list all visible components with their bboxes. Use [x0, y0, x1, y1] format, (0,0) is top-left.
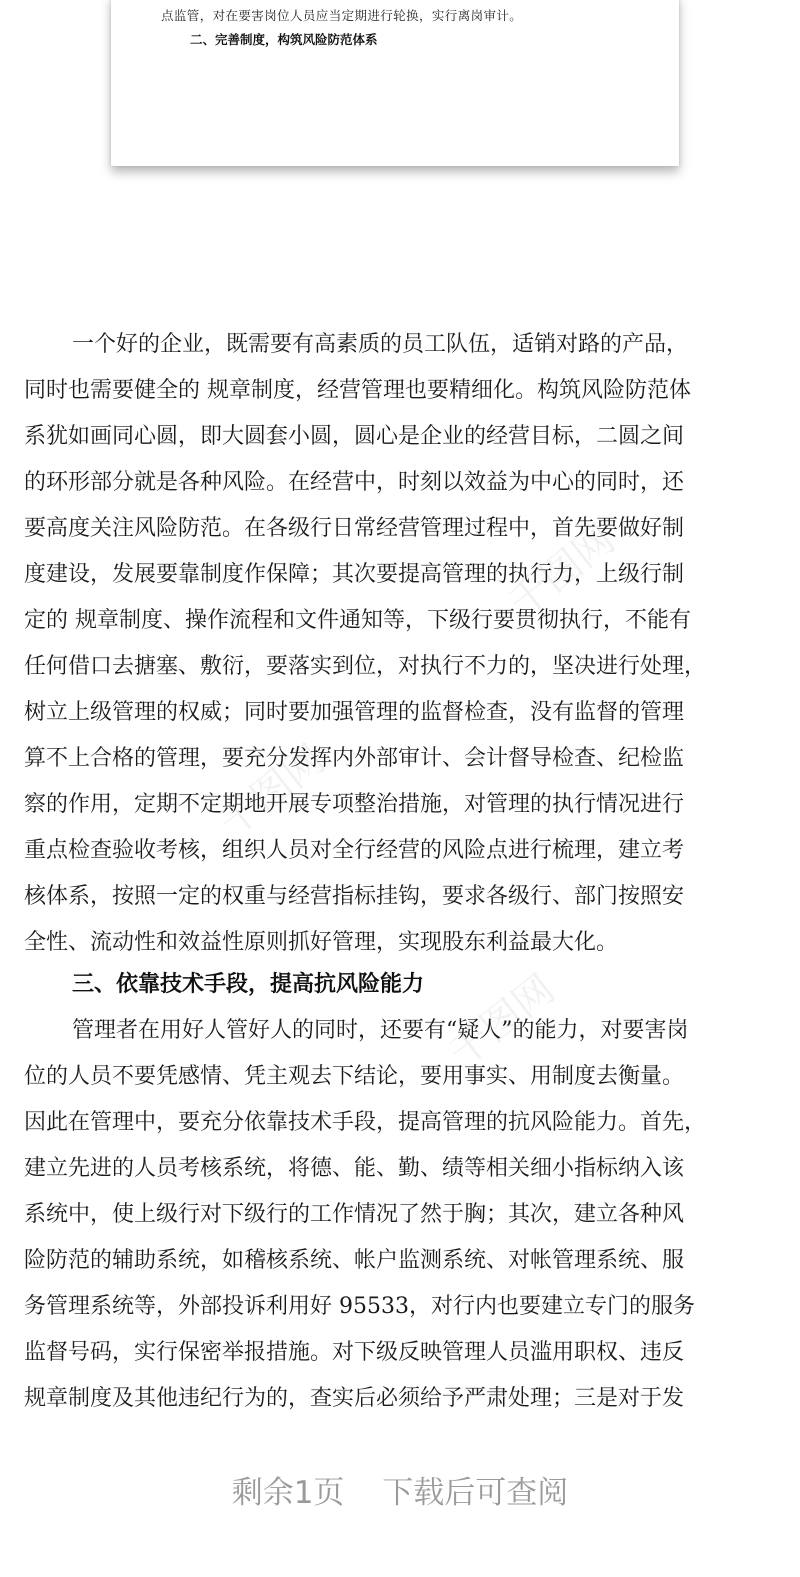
preview-text-line: 点监管，对在要害岗位人员应当定期进行轮换，实行离岗审计。: [161, 8, 523, 23]
watermark: 千图网: [210, 736, 334, 847]
text-line: 建立先进的人员考核系统，将德、能、勤、绩等相关细小指标纳入该: [24, 1156, 685, 1181]
text-line: 险防范的辅助系统，如稽核系统、帐户监测系统、对帐管理系统、服: [24, 1248, 685, 1273]
text-line: 度建设，发展要靠制度作保障；其次要提高管理的执行力，上级行制: [24, 562, 685, 587]
text-line: 位的人员不要凭感情、凭主观去下结论，要用事实、用制度去衡量。: [24, 1064, 685, 1089]
text-line: 的环形部分就是各种风险。在经营中，时刻以效益为中心的同时，还: [24, 470, 685, 495]
watermark: 千图网: [500, 516, 624, 627]
text-line: 任何借口去搪塞、敷衍，要落实到位，对执行不力的，坚决进行处理，: [24, 654, 707, 679]
text-line: 同时也需要健全的 规章制度，经营管理也要精细化。构筑风险防范体: [24, 378, 691, 403]
text-line: 核体系，按照一定的权重与经营指标挂钩，要求各级行、部门按照安: [24, 884, 685, 909]
text-line: 要高度关注风险防范。在各级行日常经营管理过程中，首先要做好制: [24, 516, 685, 541]
download-to-view-label: 下载后可查阅: [382, 1475, 569, 1511]
text-line: 重点检查验收考核，组织人员对全行经营的风险点进行梳理，建立考: [24, 838, 685, 863]
text-line: 管理者在用好人管好人的同时，还要有“疑人”的能力，对要害岗: [72, 1018, 689, 1043]
watermark: 千图网: [440, 966, 564, 1077]
remaining-pages-banner[interactable]: [0, 1468, 800, 1518]
text-line: 系犹如画同心圆，即大圆套小圆，圆心是企业的经营目标，二圆之间: [24, 424, 685, 449]
text-line: 算不上合格的管理，要充分发挥内外部审计、会计督导检查、纪检监: [24, 746, 685, 771]
text-line: 全性、流动性和效益性原则抓好管理，实现股东利益最大化。: [24, 930, 619, 955]
text-line: 树立上级管理的权威；同时要加强管理的监督检查，没有监督的管理: [24, 700, 685, 725]
text-line: 定的 规章制度、操作流程和文件通知等，下级行要贯彻执行，不能有: [24, 608, 691, 633]
text-line: 规章制度及其他违纪行为的，查实后必须给予严肃处理；三是对于发: [24, 1386, 685, 1411]
preview-section-heading: 二、完善制度，构筑风险防范体系: [190, 32, 378, 47]
section-heading: 三、依靠技术手段，提高抗风险能力: [72, 972, 425, 997]
text-line: 一个好的企业，既需要有高素质的员工队伍，适销对路的产品，: [72, 332, 689, 357]
preview-page-card: [111, 0, 679, 166]
text-line: 务管理系统等，外部投诉利用好 95533，对行内也要建立专门的服务: [24, 1294, 695, 1319]
text-line: 因此在管理中，要充分依靠技术手段，提高管理的抗风险能力。首先，: [24, 1110, 707, 1135]
text-line: 监督号码，实行保密举报措施。对下级反映管理人员滥用职权、违反: [24, 1340, 685, 1365]
text-line: 系统中，使上级行对下级行的工作情况了然于胸；其次，建立各种风: [24, 1202, 685, 1227]
text-line: 察的作用，定期不定期地开展专项整治措施，对管理的执行情况进行: [24, 792, 685, 817]
remaining-pages-label: 剩余1页: [231, 1475, 345, 1511]
